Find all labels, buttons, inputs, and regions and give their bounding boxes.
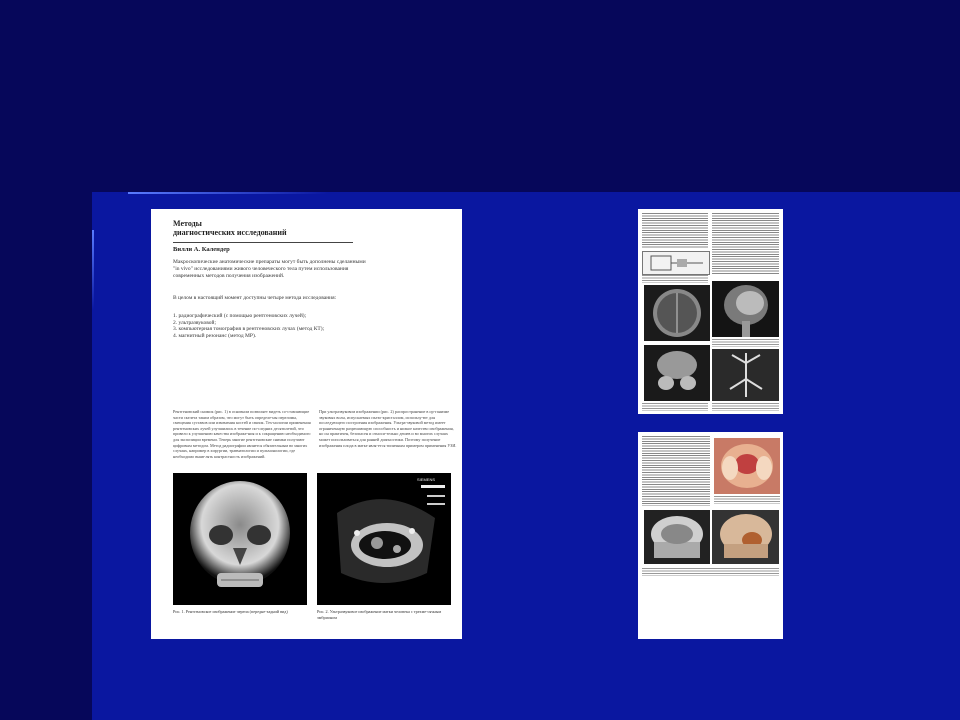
slide-title-band	[0, 0, 960, 192]
text-column-right: При ультразвуковом изображении (рис. 2) распространение в ор-ганизме звуковых волн, испускаемых пьезо-кристаллом, использу-ют для последующего построения изображения. Ультра-звуковой метод имеет ограниченную разрешающую способность и низкое качество изображения, но он практичен, безопасен и относи-тельно дешев и во многих случаях может использоваться для ранней диагностики. Поэтому получение изображения плода в матке явля-ется типичным примером применения УЗИ.	[319, 409, 457, 448]
figure-2-caption: Рис. 2. Ультразвуковое изображение матки человека с трехме-сячным эмбрионом	[317, 609, 442, 620]
skull-xray-drawing	[173, 473, 307, 605]
book-page-1	[151, 209, 462, 639]
ultrasound-label: SIEMENS	[417, 477, 436, 482]
ct-3d-skull-grey	[644, 510, 710, 564]
ct-head-drawing	[644, 285, 710, 341]
ct-scanner-drawing	[643, 252, 709, 274]
page-2-text-right	[712, 213, 779, 275]
list-item: 4. магнитный резонанс (метод МР).	[173, 332, 257, 339]
book-page-2	[638, 209, 783, 414]
ultrasound-drawing	[317, 473, 451, 605]
angio-caption	[712, 403, 779, 411]
title-rule	[173, 242, 353, 243]
page-title	[173, 219, 287, 237]
mr-head-drawing	[712, 281, 779, 337]
mr-caption	[712, 339, 779, 347]
mr-angio-drawing	[712, 349, 779, 401]
author-name: Вилли А. Календер	[173, 246, 230, 253]
mr-angiography-scan	[712, 349, 779, 401]
color-ct-caption	[714, 496, 780, 504]
ct-head-scan	[644, 285, 710, 341]
page-3-text	[642, 436, 710, 506]
intro-paragraph: Макроскопические анатомические препараты могут быть дополнены сделанными "in vivo" исследованиями живого человеческого тела путем использования современных методов получения изображений.	[173, 259, 366, 279]
ct-scanner-diagram	[642, 251, 710, 275]
list-item: 1. радиографический (с помощью рентгеновских лучей);	[173, 313, 307, 319]
ct-3d-caption	[642, 568, 779, 576]
ct-caption	[642, 403, 708, 411]
figure-1-caption: Рис. 1. Рентгеновское изображение черепа (передне-задний вид)	[173, 609, 288, 614]
ct-3d-skull-color	[712, 510, 779, 564]
accent-line-vertical	[92, 230, 94, 310]
book-page-3	[638, 432, 783, 639]
ct-skull-drawing	[644, 345, 710, 401]
ct-3d-skull-color-drawing	[712, 510, 779, 564]
methods-intro: В целом в настоящий момент доступны четыре метода исследования:	[173, 295, 337, 301]
methods-list	[173, 313, 324, 339]
color-ct-chest-drawing	[714, 438, 780, 494]
slide-left-band	[0, 192, 92, 720]
skull-xray-image	[173, 473, 307, 605]
ct-3d-skull-grey-drawing	[644, 510, 710, 564]
diagram-caption	[642, 275, 708, 283]
ct-skull-scan	[644, 345, 710, 401]
page-2-text-left	[642, 213, 708, 249]
list-item: 2. ультразвуковой;	[173, 319, 216, 326]
text-column-left: Рентгеновский снимок (рис. 1) в основном позволяет видеть со-ставляющие части скелета таким образом, что могут быть определе-ны переломы, смещения суставов или изменения костей и связок. Тех-нологии применения рентгеновских лучей улучшились в течение по-следних десятилетий, что привело к улучшению качества изображе-ния и к сокращению необходимого для экспозиции времени. Теперь многие рентгеновские снимки получают цифровым методом. Метод радиографии является обязательным во многих случаях, например в хирургии, травматологии и пульмонологии, где необходимо выяв-лять контрастность изображений.	[173, 409, 311, 459]
title-line-1: Методы	[173, 219, 202, 228]
list-item: 3. компьютерная томография в рентгеновских лучах (метод КТ);	[173, 326, 325, 332]
mr-head-scan	[712, 281, 779, 337]
title-line-2: диагностических исследований	[173, 228, 287, 237]
ultrasound-image	[317, 473, 451, 605]
accent-line-horizontal	[128, 192, 328, 194]
color-ct-chest	[714, 438, 780, 494]
